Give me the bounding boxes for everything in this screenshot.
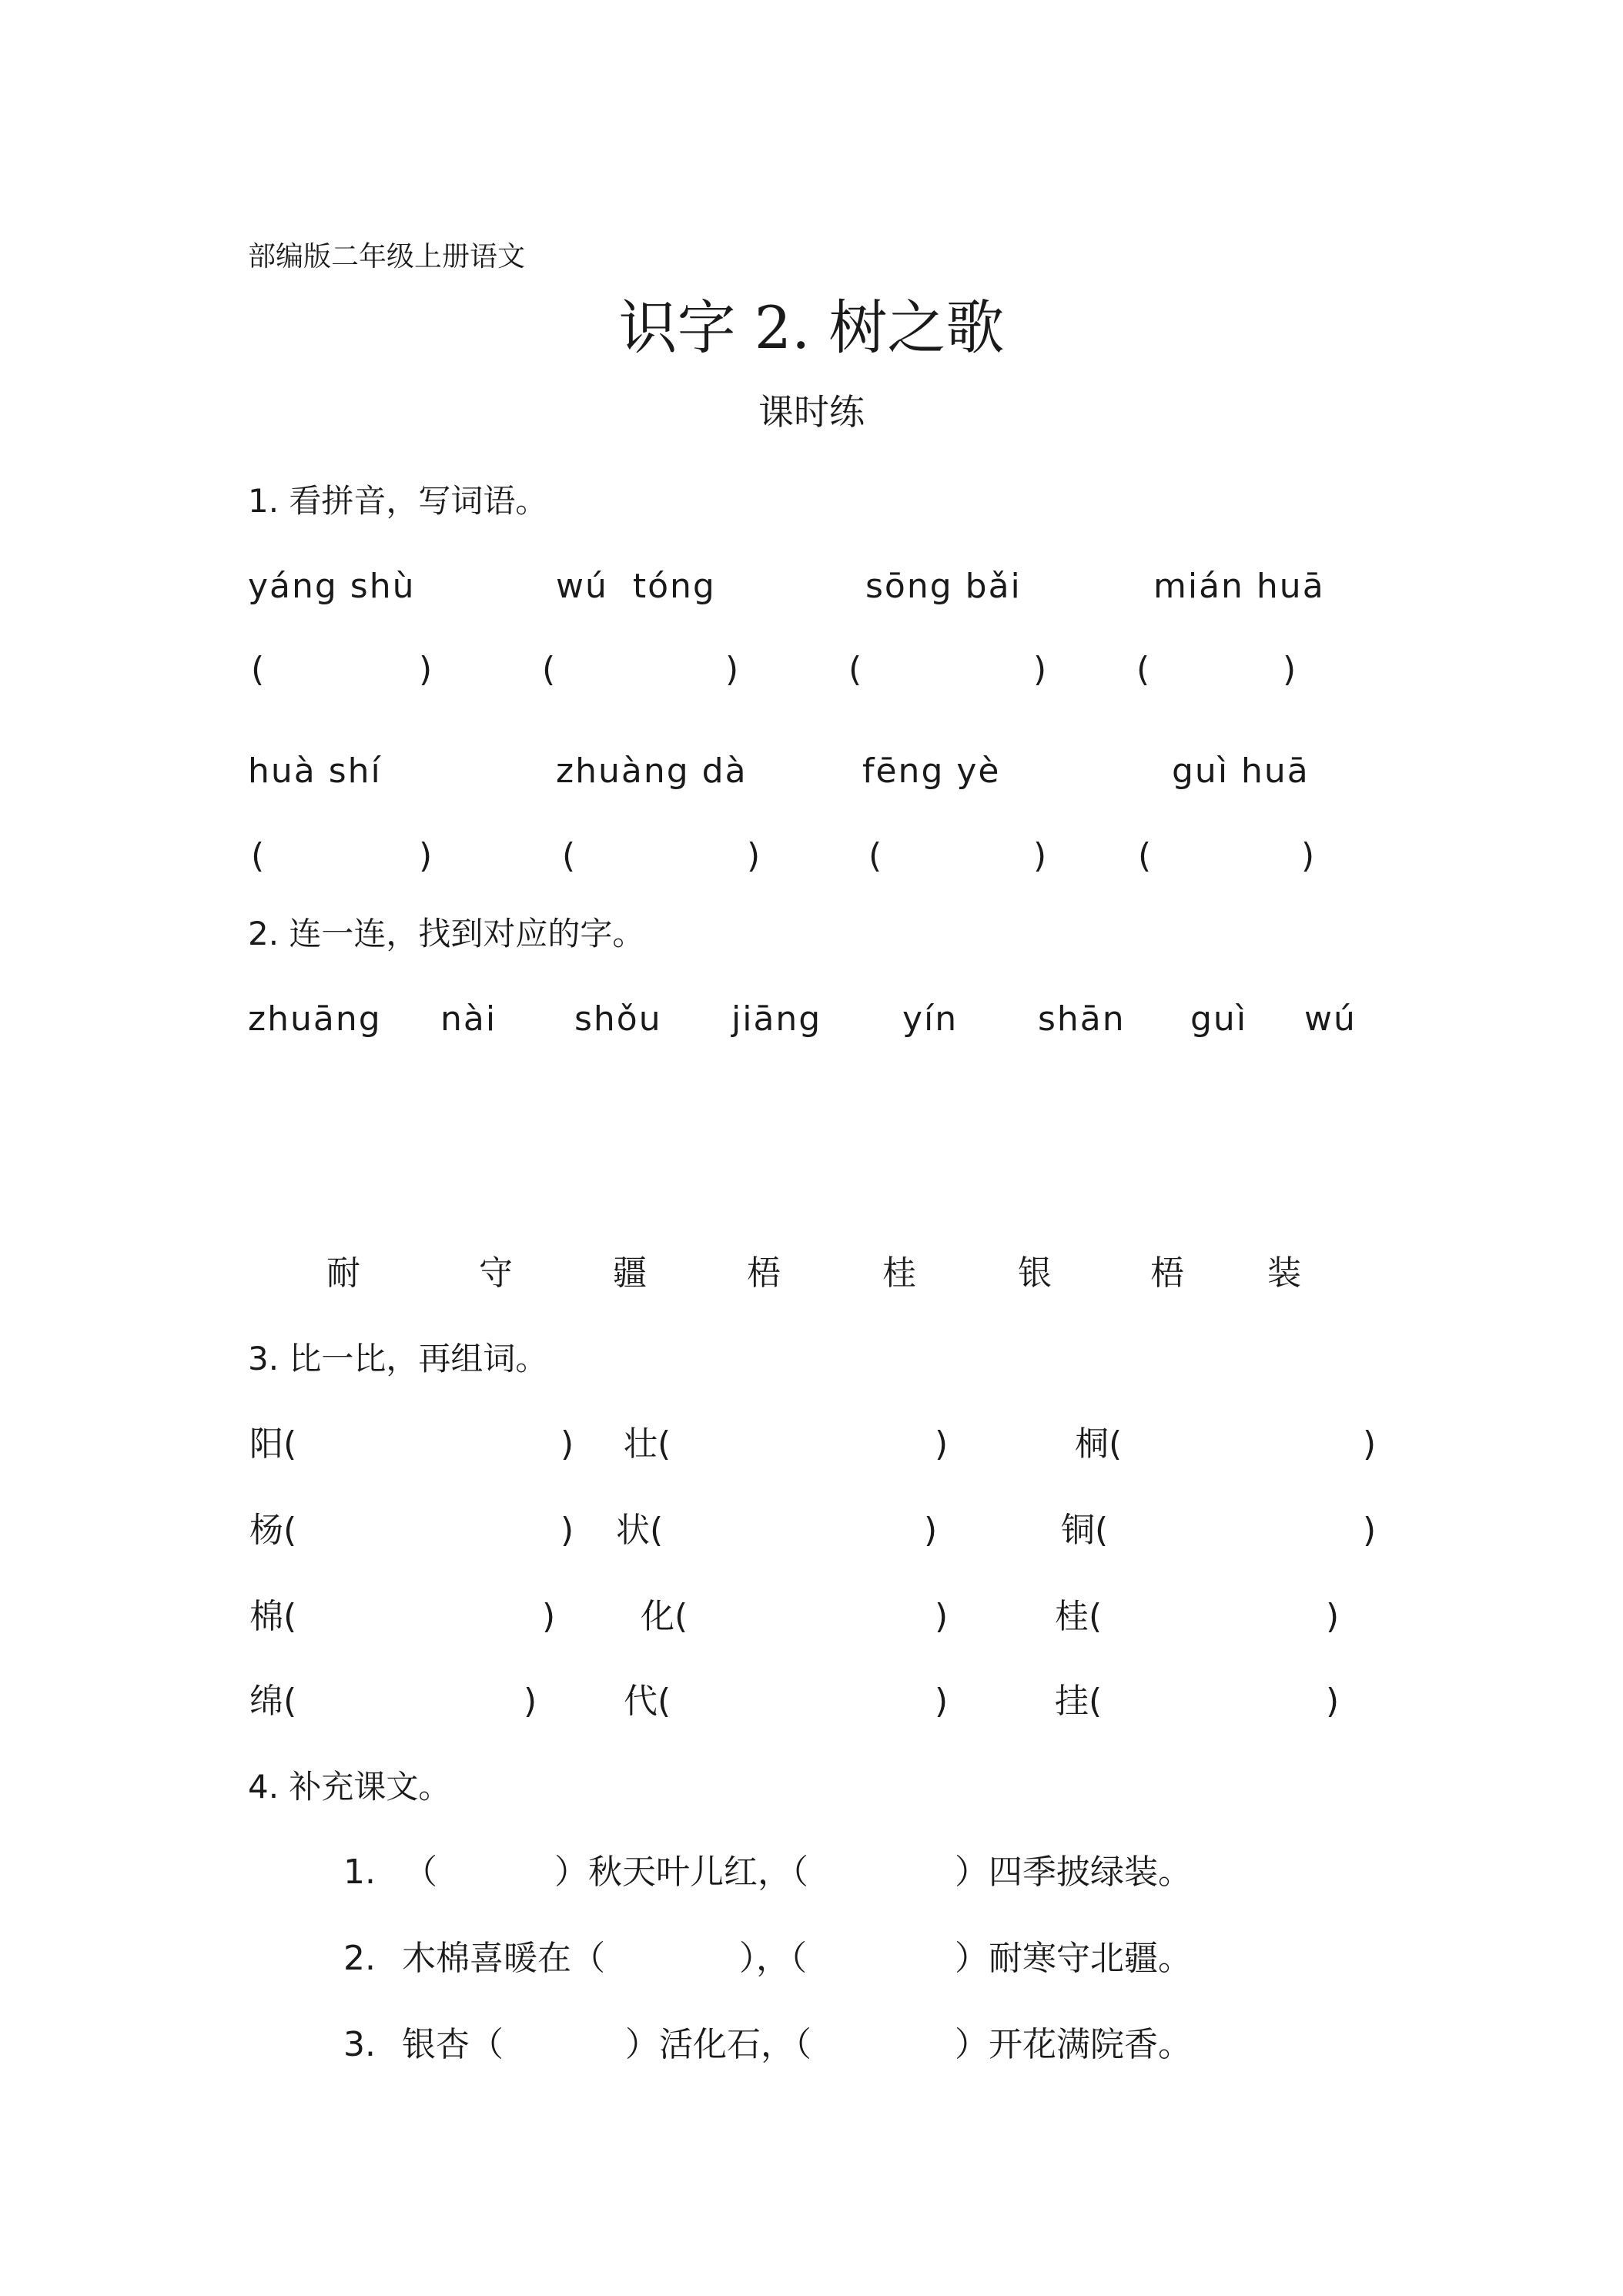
q4-line1-part3: ）四季披绿装。 [955,1853,1192,1892]
q3-r3-c3-close: ) [1326,1597,1340,1636]
q2-pinyin-5: yín [902,999,959,1039]
page-title: 识字 2. 树之歌 [618,293,1005,362]
q3-r3-c1: 棉( [249,1597,297,1636]
q1-r1-close-2: ) [725,650,739,689]
q2-pinyin-8: wú [1304,999,1357,1039]
q3-r2-c3-close: ) [1363,1511,1377,1550]
q3-r4-c1-close: ) [524,1682,537,1721]
q3-r2-c1-close: ) [561,1511,574,1550]
page-subtitle: 课时练 [758,391,865,433]
q3-r1-c3-close: ) [1363,1424,1377,1464]
q4-line1-part1: （ [403,1853,437,1892]
q1-pinyin-8: guì huā [1172,751,1310,791]
q2-pinyin-4: jiāng [731,999,822,1039]
q4-line3-part1: 银杏（ [402,2025,504,2064]
q1-r1-open-3: ( [848,650,862,689]
q2-char-1: 耐 [326,1253,360,1293]
q1-pinyin-3: sōng bǎi [865,567,1022,606]
subject-label: 部编版二年级上册语文 [248,241,526,273]
q3-r4-c1: 绵( [249,1682,297,1721]
q1-pinyin-4: mián huā [1153,567,1325,606]
q2-pinyin-6: shān [1038,999,1126,1039]
q2-char-8: 装 [1267,1253,1301,1293]
q4-line3-part2: ）活化石，（ [625,2025,812,2064]
q2-pinyin-1: zhuāng [248,999,382,1039]
q1-r2-close-1: ) [419,836,433,875]
q1-r2-close-4: ) [1301,836,1315,875]
q2-char-3: 疆 [613,1253,647,1293]
q3-r4-c3-close: ) [1326,1682,1340,1721]
q1-r1-close-3: ) [1033,650,1047,689]
q4-line2-part2: ），（ [739,1939,807,1978]
q2-char-7: 梧 [1150,1253,1184,1293]
q3-r1-c2-close: ) [935,1424,949,1464]
q1-pinyin-2: wú tóng [556,567,716,606]
q2-char-6: 银 [1018,1253,1052,1293]
q2-char-2: 守 [479,1253,513,1293]
q1-pinyin-1: yáng shù [248,567,416,606]
q1-r2-open-3: ( [868,836,882,875]
q2-pinyin-2: nài [440,999,497,1039]
q2-char-4: 梧 [747,1253,781,1293]
q3-r2-c3: 铜( [1061,1511,1109,1550]
q1-r1-close-1: ) [419,650,433,689]
q1-pinyin-6: zhuàng dà [556,751,748,791]
q1-r2-close-3: ) [1033,836,1047,875]
q1-r1-open-1: ( [251,650,265,689]
q3-r3-c2-close: ) [935,1597,949,1636]
q3-heading: 3. 比一比，再组词。 [248,1340,548,1377]
q1-r1-close-4: ) [1283,650,1297,689]
q1-heading: 1. 看拼音，写词语。 [248,482,548,520]
q4-line3-part3: ）开花满院香。 [955,2025,1192,2064]
q1-r2-open-1: ( [251,836,265,875]
q3-r1-c2: 壮( [624,1424,671,1464]
q3-r4-c3: 挂( [1055,1682,1103,1721]
q4-line1-part2: ）秋天叶儿红，（ [554,1853,808,1892]
q1-pinyin-5: huà shí [248,751,382,791]
q4-line1-num: 1. [343,1853,376,1892]
q4-line3-num: 3. [343,2025,376,2064]
q2-char-5: 桂 [882,1253,916,1293]
q3-r1-c3: 桐( [1075,1424,1123,1464]
q3-r2-c2-close: ) [924,1511,938,1550]
q1-r2-open-2: ( [562,836,576,875]
q3-r3-c3: 桂( [1055,1597,1103,1636]
q3-r2-c1: 杨( [249,1511,297,1550]
q2-pinyin-3: shǒu [574,999,662,1039]
q2-heading: 2. 连一连，找到对应的字。 [248,915,645,952]
q4-line2-num: 2. [343,1939,376,1978]
q4-line2-part1: 木棉喜暖在（ [402,1939,605,1978]
q3-r4-c2: 代( [624,1682,671,1721]
q3-r2-c2: 状( [616,1511,664,1550]
q1-r2-close-2: ) [747,836,761,875]
q3-r3-c2: 化( [641,1597,688,1636]
q4-line2-part3: ）耐寒守北疆。 [955,1939,1192,1978]
q1-r1-open-4: ( [1136,650,1150,689]
q1-r1-open-2: ( [542,650,556,689]
q3-r1-c1-close: ) [561,1424,574,1464]
q1-r2-open-4: ( [1138,836,1152,875]
q2-pinyin-7: guì [1190,999,1248,1039]
q1-pinyin-7: fēng yè [862,751,1001,791]
q3-r3-c1-close: ) [542,1597,556,1636]
q3-r4-c2-close: ) [935,1682,949,1721]
q3-r1-c1: 阳( [249,1424,297,1464]
q4-heading: 4. 补充课文。 [248,1768,451,1806]
